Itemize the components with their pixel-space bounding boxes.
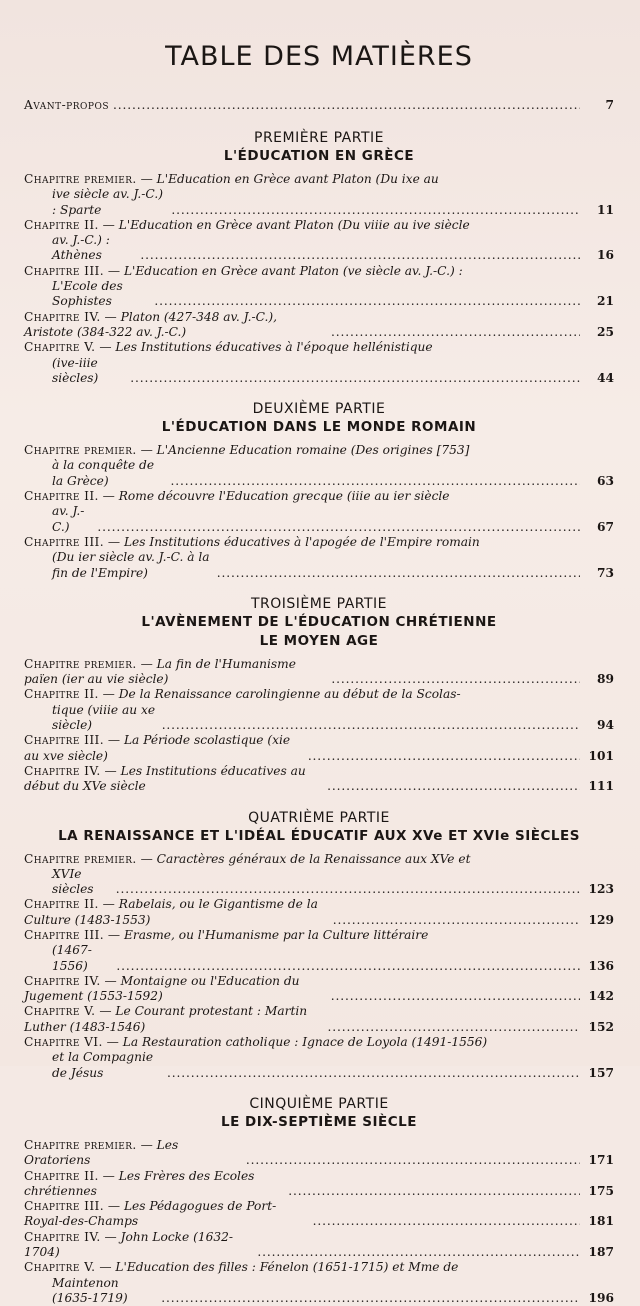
chapter-title-cont: (1467-1556) xyxy=(52,943,92,973)
leader-dots xyxy=(171,203,580,218)
chapter-entry xyxy=(24,535,614,581)
chapter-page: 175 xyxy=(588,1183,614,1198)
chapter-page: 129 xyxy=(588,912,614,927)
leader-dots xyxy=(331,989,580,1004)
chapter-line-1 xyxy=(24,1260,614,1275)
chapter-number: Chapitre IV. xyxy=(24,973,101,988)
chapter-entry xyxy=(24,1260,614,1306)
chapter-entry xyxy=(24,1004,614,1035)
chapter-text xyxy=(24,1004,323,1035)
part-title: LA RENAISSANCE ET L'IDÉAL ÉDUCATIF AUX XVe ET XVIe SIÈCLES xyxy=(58,827,580,844)
chapter-text xyxy=(24,764,323,795)
chapter-title: — Les Oratoriens xyxy=(24,1137,179,1168)
chapter-text xyxy=(24,1138,242,1169)
part-section xyxy=(24,1095,614,1306)
chapter-number: Chapitre III. xyxy=(24,733,105,748)
chapter-number: Chapitre II. xyxy=(24,687,99,702)
chapter-line-1 xyxy=(24,1035,614,1050)
chapter-title: — Le Courant protestant : Martin Luther (1483-1546) xyxy=(24,1004,308,1034)
leader-dots xyxy=(140,248,580,263)
chapter-entry xyxy=(24,687,614,733)
chapter-line-1 xyxy=(24,928,614,943)
chapter-page: 187 xyxy=(588,1245,614,1260)
chapter-number: Chapitre V. xyxy=(24,1004,96,1019)
part-title: L'ÉDUCATION DANS LE MONDE ROMAIN xyxy=(161,419,477,436)
chapter-title: — L'Education des filles : Fénelon (1651-1715) et Mme de xyxy=(95,1260,459,1275)
leader-dots xyxy=(154,294,580,309)
chapter-entry xyxy=(24,764,614,795)
leader-dots xyxy=(217,566,580,581)
part-section xyxy=(24,400,614,581)
part-label: TROISIÈME PARTIE xyxy=(250,595,388,612)
chapter-page: 16 xyxy=(597,248,614,263)
chapter-page: 196 xyxy=(588,1290,614,1305)
chapter-title: — L'Ancienne Education romaine (Des origines [753] xyxy=(136,443,470,458)
chapter-number: Chapitre II. xyxy=(24,489,99,504)
part-section xyxy=(24,129,614,386)
chapter-page: 21 xyxy=(597,294,614,309)
chapter-number: Chapitre premier. xyxy=(24,656,137,671)
chapter-number: Chapitre premier. xyxy=(24,851,137,866)
chapter-entry xyxy=(24,218,614,264)
leader-dots xyxy=(246,1153,580,1168)
chapter-line-1 xyxy=(24,687,614,702)
chapter-line-1 xyxy=(24,489,614,504)
chapter-title-cont: ive siècle av. J.-C.) : Sparte xyxy=(52,187,163,217)
chapter-line-2 xyxy=(24,703,614,734)
chapter-title: — Les Institutions éducatives à l'apogée de l'Empire romain xyxy=(104,534,480,549)
leader-dots xyxy=(161,1291,580,1306)
chapter-title: — Erasme, ou l'Humanisme par la Culture littéraire xyxy=(104,927,429,942)
part-label: QUATRIÈME PARTIE xyxy=(248,809,390,826)
chapter-line-2 xyxy=(24,233,614,264)
chapter-text xyxy=(24,1230,253,1261)
avant-propos-entry xyxy=(24,98,614,113)
chapter-title: — Les Institutions éducatives à l'époque hellénistique xyxy=(95,340,433,355)
chapter-entry xyxy=(24,264,614,310)
chapter-number: Chapitre II. xyxy=(24,1168,99,1183)
part-section xyxy=(24,595,614,795)
chapter-page: 111 xyxy=(588,779,614,794)
chapter-title-cont: av. J.-C.) xyxy=(52,504,85,534)
chapter-line-1 xyxy=(24,218,614,233)
part-subtitle: LE MOYEN AGE xyxy=(259,632,379,649)
chapter-entry xyxy=(24,733,614,764)
chapter-entry xyxy=(24,340,614,386)
part-label: CINQUIÈME PARTIE xyxy=(249,1095,389,1112)
chapter-entry xyxy=(24,657,614,688)
chapter-number: Chapitre III. xyxy=(24,263,105,278)
chapter-entry xyxy=(24,897,614,928)
chapter-line-1 xyxy=(24,535,614,550)
chapter-line-1 xyxy=(24,1230,614,1261)
chapter-entry xyxy=(24,1230,614,1261)
chapter-entry xyxy=(24,852,614,898)
chapter-line-1 xyxy=(24,264,614,279)
chapter-line-1 xyxy=(24,340,614,355)
chapter-title: — Rome découvre l'Education grecque (iiie au ier siècle xyxy=(98,489,450,504)
chapter-line-1 xyxy=(24,733,614,764)
chapter-number: Chapitre IV. xyxy=(24,763,101,778)
chapter-number: Chapitre premier. xyxy=(24,1137,137,1152)
chapter-page: 142 xyxy=(588,989,614,1004)
chapter-number: Chapitre V. xyxy=(24,340,96,355)
chapter-page: 67 xyxy=(597,519,614,534)
chapter-number: Chapitre premier. xyxy=(24,443,137,458)
chapter-page: 136 xyxy=(588,958,614,973)
chapter-title: — Platon (427-348 av. J.-C.), Aristote (384-322 av. J.-C.) xyxy=(24,309,277,339)
chapter-text xyxy=(24,733,304,764)
chapter-line-2 xyxy=(24,187,614,218)
chapter-line-1 xyxy=(24,974,614,1005)
chapter-text xyxy=(24,1169,284,1200)
chapter-title-cont: à la conquête de la Grèce) xyxy=(52,458,155,488)
leader-dots xyxy=(313,1214,580,1229)
chapter-page: 123 xyxy=(588,882,614,897)
chapter-text xyxy=(24,1199,309,1230)
leader-dots xyxy=(333,913,580,928)
leader-dots xyxy=(288,1184,580,1199)
chapter-title: — Caractères généraux de la Renaissance aux XVe et xyxy=(136,851,471,866)
leader-dots xyxy=(130,371,580,386)
leader-dots xyxy=(162,718,580,733)
chapter-line-2 xyxy=(24,279,614,310)
chapter-line-2 xyxy=(24,943,614,974)
chapter-page: 152 xyxy=(588,1019,614,1034)
leader-dots xyxy=(116,959,580,974)
chapter-entry xyxy=(24,1169,614,1200)
chapter-line-1 xyxy=(24,443,614,458)
chapter-page: 63 xyxy=(597,473,614,488)
chapter-title: — Les Institutions éducatives au début du XVe siècle xyxy=(24,763,306,794)
chapter-number: Chapitre III. xyxy=(24,927,105,942)
chapter-page: 94 xyxy=(597,718,614,733)
chapter-title: — John Locke (1632-1704) xyxy=(24,1229,234,1260)
chapter-entry xyxy=(24,489,614,535)
chapter-title-cont: (Du ier siècle av. J.-C. à la fin de l'Empire) xyxy=(52,550,210,580)
chapter-title: — Les Pédagogues de Port-Royal-des-Champs xyxy=(24,1199,277,1229)
chapter-number: Chapitre V. xyxy=(24,1260,96,1275)
chapter-page: 73 xyxy=(597,565,614,580)
chapter-entry xyxy=(24,928,614,974)
chapter-text xyxy=(24,897,329,928)
chapter-line-2 xyxy=(24,550,614,581)
leader-dots xyxy=(116,882,580,897)
chapter-page: 89 xyxy=(597,672,614,687)
chapter-line-1 xyxy=(24,172,614,187)
chapter-line-1 xyxy=(24,310,614,341)
chapter-line-2 xyxy=(24,356,614,387)
part-title: L'AVÈNEMENT DE L'ÉDUCATION CHRÉTIENNE xyxy=(141,613,497,630)
chapter-text xyxy=(24,310,327,341)
chapter-title: — Rabelais, ou le Gigantisme de la Culture (1483-1553) xyxy=(24,897,318,927)
leader-dots xyxy=(327,1020,580,1035)
chapter-title: — De la Renaissance carolingienne au début de la Scolas- xyxy=(98,687,461,702)
chapter-number: Chapitre II. xyxy=(24,897,99,912)
chapter-line-1 xyxy=(24,852,614,867)
chapter-line-2 xyxy=(24,504,614,535)
chapter-title: — La Période scolastique (xie au xve siècle) xyxy=(24,733,291,763)
chapter-page: 11 xyxy=(597,202,614,217)
chapter-entry xyxy=(24,172,614,218)
chapter-title: — L'Education en Grèce avant Platon (Du viiie au ive siècle xyxy=(98,217,470,232)
chapter-entry xyxy=(24,1035,614,1081)
chapter-entry xyxy=(24,1199,614,1230)
leader-dots xyxy=(170,474,580,489)
chapter-entry xyxy=(24,1138,614,1169)
chapter-title-cont: tique (viiie au xe siècle) xyxy=(52,702,156,733)
chapter-number: Chapitre VI. xyxy=(24,1035,103,1050)
chapter-number: Chapitre III. xyxy=(24,1199,105,1214)
chapter-page: 101 xyxy=(588,748,614,763)
chapter-title-cont: av. J.-C.) : Athènes xyxy=(52,233,110,263)
chapter-line-2 xyxy=(24,867,614,898)
leader-dots xyxy=(331,672,580,687)
chapter-entry xyxy=(24,443,614,489)
chapter-title-cont: et la Compagnie de Jésus xyxy=(52,1050,154,1080)
chapter-entry xyxy=(24,310,614,341)
avant-propos-page: 7 xyxy=(605,98,614,112)
chapter-line-2 xyxy=(24,458,614,489)
chapter-text xyxy=(24,657,327,688)
chapter-line-1 xyxy=(24,1169,614,1200)
chapter-line-1 xyxy=(24,897,614,928)
chapter-title-cont: XVIe siècles xyxy=(52,866,94,897)
chapter-title: — Les Frères des Ecoles chrétiennes xyxy=(24,1168,255,1198)
part-section xyxy=(24,809,614,1081)
chapter-text xyxy=(24,974,327,1005)
chapter-title: — La fin de l'Humanisme païen (ier au vie siècle) xyxy=(24,656,296,687)
chapter-line-1 xyxy=(24,657,614,688)
chapter-number: Chapitre II. xyxy=(24,217,99,232)
chapter-page: 171 xyxy=(588,1153,614,1168)
chapter-line-2 xyxy=(24,1276,614,1306)
leader-dots xyxy=(331,325,580,340)
chapter-line-1 xyxy=(24,1138,614,1169)
chapter-page: 181 xyxy=(588,1214,614,1229)
leader-dots xyxy=(257,1245,580,1260)
avant-propos-label: Avant-propos xyxy=(24,98,109,112)
chapter-line-1 xyxy=(24,1004,614,1035)
chapter-line-1 xyxy=(24,764,614,795)
chapter-number: Chapitre premier. xyxy=(24,172,137,186)
chapter-title: — Montaigne ou l'Education du Jugement (1553-1592) xyxy=(24,973,300,1004)
page-title: TABLE DES MATIÈRES xyxy=(165,41,473,72)
chapter-entry xyxy=(24,974,614,1005)
leader-dots xyxy=(167,1066,580,1081)
chapter-page: 25 xyxy=(597,324,614,339)
part-title: L'ÉDUCATION EN GRÈCE xyxy=(223,148,415,164)
parts-container xyxy=(24,129,614,1306)
chapter-title: — L'Education en Grèce avant Platon (ve siècle av. J.-C.) : xyxy=(104,263,463,278)
part-label: PREMIÈRE PARTIE xyxy=(254,130,384,146)
chapter-title-cont: Maintenon (1635-1719) xyxy=(52,1275,128,1305)
chapter-title: — L'Education en Grèce avant Platon (Du ixe au xyxy=(136,172,439,186)
leader-dots xyxy=(113,98,580,113)
chapter-number: Chapitre IV. xyxy=(24,309,101,324)
chapter-page: 44 xyxy=(597,370,614,385)
chapter-page: 157 xyxy=(588,1065,614,1080)
leader-dots xyxy=(97,520,580,535)
chapter-number: Chapitre III. xyxy=(24,534,105,549)
chapter-line-1 xyxy=(24,1199,614,1230)
leader-dots xyxy=(308,749,580,764)
chapter-title-cont: (ive-iiie siècles) xyxy=(52,355,99,385)
chapter-title-cont: L'Ecole des Sophistes xyxy=(52,279,123,309)
chapter-number: Chapitre IV. xyxy=(24,1229,101,1244)
leader-dots xyxy=(327,779,580,794)
chapter-title: — La Restauration catholique : Ignace de Loyola (1491-1556) xyxy=(102,1035,488,1050)
part-label: DEUXIÈME PARTIE xyxy=(252,401,386,418)
part-title: LE DIX-SEPTIÈME SIÈCLE xyxy=(220,1113,417,1130)
